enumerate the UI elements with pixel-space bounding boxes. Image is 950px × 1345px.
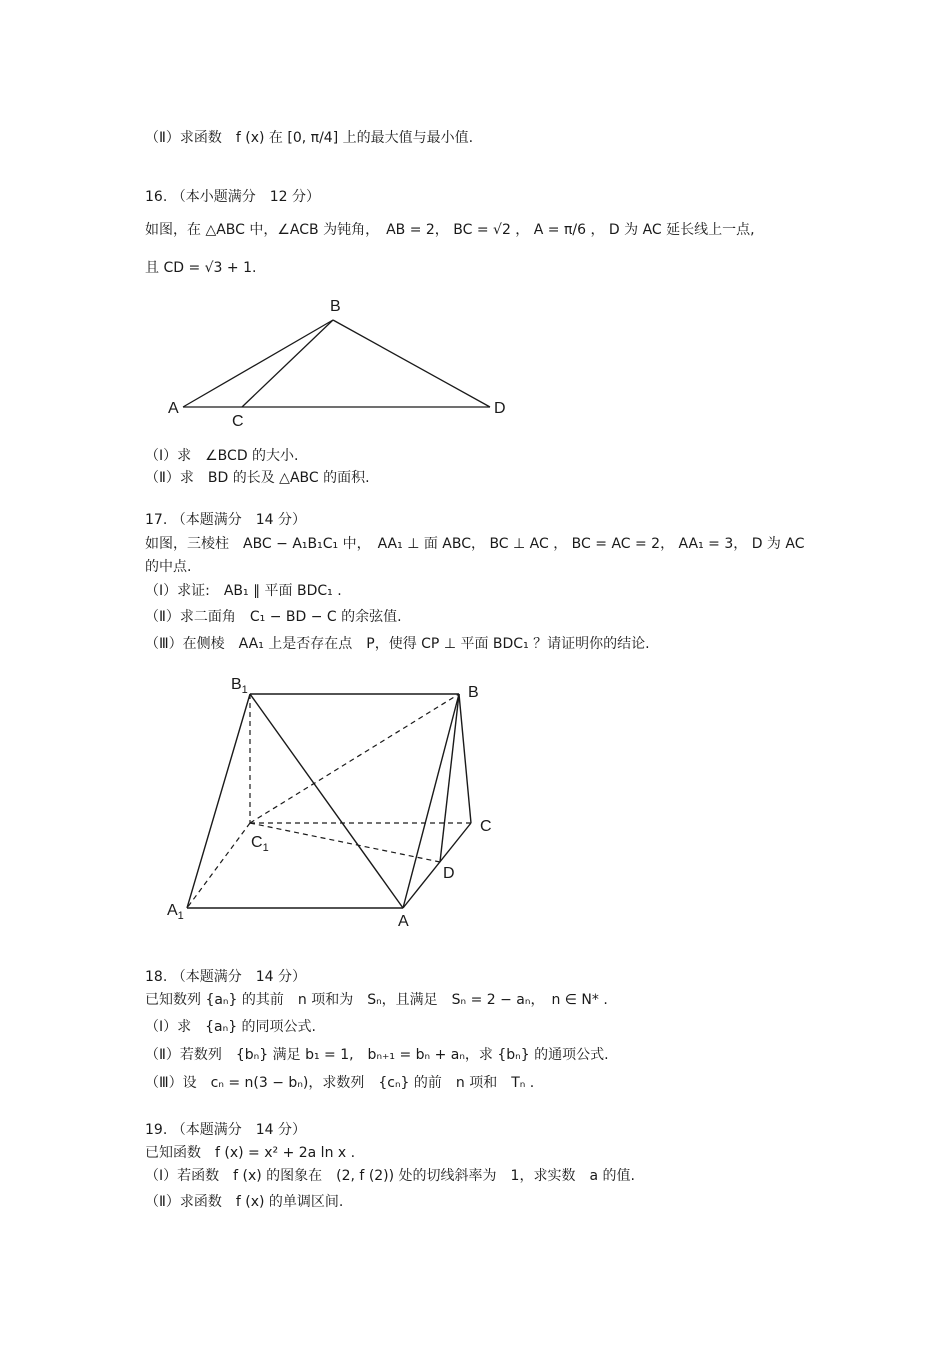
edge-C1A1-hidden	[187, 823, 250, 908]
edge-B1A	[250, 694, 403, 908]
q19-stem: 已知函数 f (x) = x² + 2a ln x .	[145, 1145, 356, 1161]
edge-C1B-hidden	[250, 694, 459, 823]
q18-header: 18. （本题满分 14 分）	[145, 969, 306, 985]
label-A: A	[398, 913, 409, 930]
edge-BD	[440, 694, 459, 862]
q17-part3: （Ⅲ）在侧棱 AA₁ 上是否存在点 P，使得 CP ⊥ 平面 BDC₁ ？请证明你的结论.	[145, 636, 650, 652]
q19-header: 19. （本题满分 14 分）	[145, 1122, 306, 1138]
q19-part1: （Ⅰ）若函数 f (x) 的图象在 (2, f (2)) 处的切线斜率为 1，求实数 a 的值.	[145, 1168, 635, 1184]
q16-part2: （Ⅱ）求 BD 的长及 △ABC 的面积.	[145, 470, 370, 486]
label-B: B	[468, 684, 479, 701]
label-D: D	[494, 400, 506, 417]
edge-AC	[403, 823, 471, 908]
label-C: C	[232, 413, 244, 430]
label-A: A	[168, 400, 179, 417]
edge-BC	[459, 694, 471, 823]
label-C: C	[480, 818, 492, 835]
q16-stem-line2: 且 CD = √3 + 1.	[145, 260, 257, 276]
label-D: D	[443, 865, 455, 882]
q16-header: 16. （本小题满分 12 分）	[145, 189, 320, 205]
q17-part1: （Ⅰ）求证: AB₁ ∥ 平面 BDC₁ .	[145, 583, 342, 599]
label-B: B	[330, 298, 341, 315]
label-C1: $C_1$	[251, 834, 269, 854]
label-A1: $A_1$	[167, 902, 184, 922]
q17-stem-line2: 的中点.	[145, 559, 192, 575]
q17-part2: （Ⅱ）求二面角 C₁ − BD − C 的余弦值.	[145, 609, 402, 625]
label-B1: $B_1$	[231, 676, 248, 696]
edge-C1D-hidden	[250, 823, 440, 862]
q18-part3: （Ⅲ）设 cₙ = n(3 − bₙ)，求数列 {cₙ} 的前 n 项和 Tₙ .	[145, 1075, 535, 1091]
q17-header: 17. （本题满分 14 分）	[145, 512, 306, 528]
q16-stem-line1: 如图，在 △ABC 中，∠ACB 为钝角， AB = 2， BC = √2 ， A = π/6 ， D 为 AC 延长线上一点,	[145, 222, 755, 238]
q18-part1: （Ⅰ）求 {aₙ} 的同项公式.	[145, 1019, 317, 1035]
q15-part2: （Ⅱ）求函数 f (x) 在 [0, π/4] 上的最大值与最小值.	[145, 130, 474, 146]
q18-stem: 已知数列 {aₙ} 的其前 n 项和为 Sₙ，且满足 Sₙ = 2 − aₙ， n ∈ N* .	[145, 992, 608, 1008]
q17-stem-line1: 如图，三棱柱 ABC − A₁B₁C₁ 中， AA₁ ⊥ 面 ABC， BC ⊥ AC ， BC = AC = 2， AA₁ = 3， D 为 AC	[145, 536, 805, 552]
q16-part1: （Ⅰ）求 ∠BCD 的大小.	[145, 448, 299, 464]
q18-part2: （Ⅱ）若数列 {bₙ} 满足 b₁ = 1, bₙ₊₁ = bₙ + aₙ，求 {bₙ} 的通项公式.	[145, 1047, 609, 1063]
edge-B1A1	[187, 694, 250, 908]
q19-part2: （Ⅱ）求函数 f (x) 的单调区间.	[145, 1194, 344, 1210]
